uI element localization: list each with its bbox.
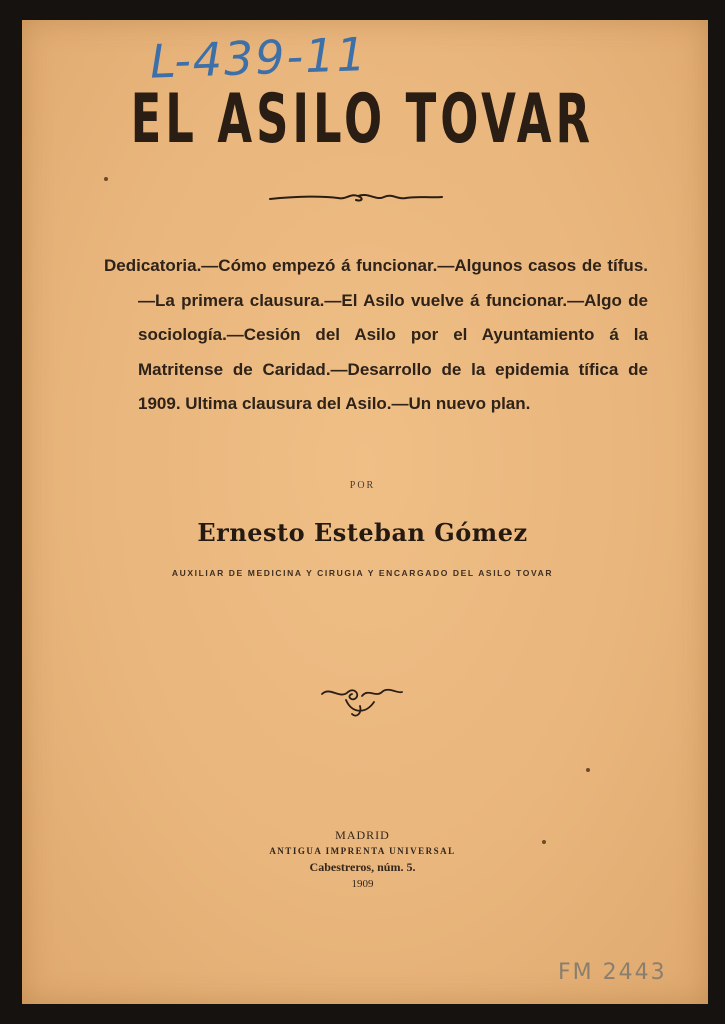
flourish-ornament-icon	[316, 684, 408, 724]
imprint-printer: ANTIGUA IMPRENTA UNIVERSAL	[269, 846, 456, 856]
handwritten-shelfmark: L-439-11	[149, 27, 369, 89]
imprint-block	[0, 826, 725, 892]
author-affiliation: AUXILIAR DE MEDICINA Y CIRUGIA Y ENCARGADO DEL ASILO TOVAR	[171, 568, 554, 578]
catalog-stamp: FM 2443	[558, 960, 667, 985]
imprint-year: 1909	[351, 878, 374, 890]
ornamental-rule-icon	[268, 186, 444, 208]
document-title: EL ASILO TOVAR	[130, 80, 595, 159]
imprint-city: MADRID	[335, 828, 390, 842]
paper-speck	[586, 768, 590, 772]
contents-summary: Dedicatoria.—Cómo empezó á funcionar.—Algunos casos de tífus.—La primera clausura.—El Asilo vuelve á funcionar.—Algo de sociología.—Cesión del Asilo por el Ayuntamiento á la Matritense de Caridad.—Desarrollo de la epidemia tífica de 1909. Ultima clausura del Asilo.—Un nuevo plan.	[104, 256, 648, 413]
paper-speck	[104, 177, 108, 181]
byline-label: POR	[349, 480, 376, 491]
author-name: Ernesto Esteban Gómez	[197, 518, 528, 547]
imprint-street: Cabestreros, núm. 5.	[309, 860, 416, 874]
